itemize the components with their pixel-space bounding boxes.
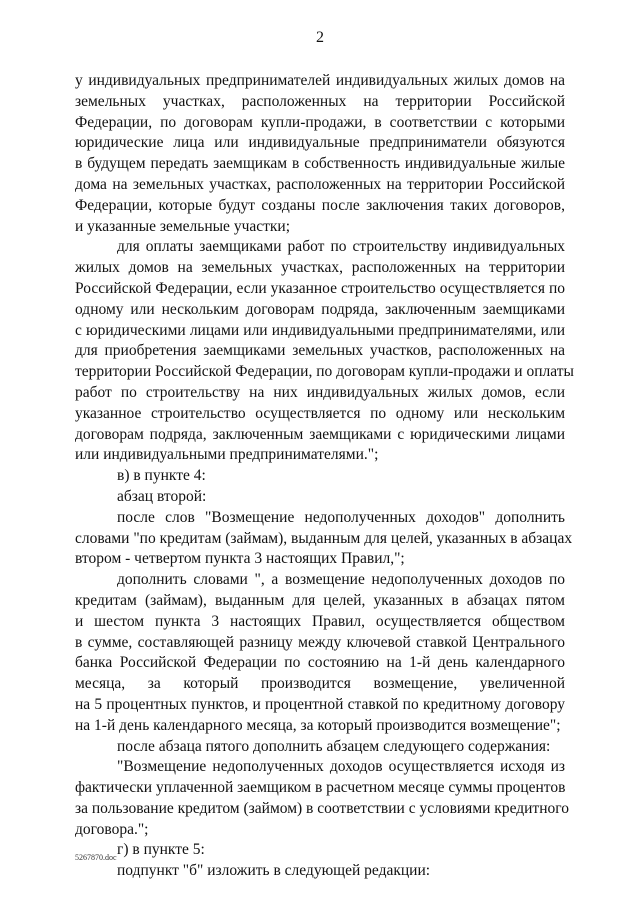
text-line: Федерации, по договорам купли-продажи, в соответствии с которыми xyxy=(75,113,565,131)
text-line: Федерации, которые будут созданы после заключения таких договоров, xyxy=(75,196,565,214)
text-line: для приобретения заемщиками земельных участков, расположенных на xyxy=(75,342,565,360)
text-line: юридические лица или индивидуальные предприниматели обязуются xyxy=(75,134,565,152)
text-line: в сумме, составляющей разницу между ключевой ставкой Центрального xyxy=(75,633,565,651)
text-line: в будущем передать заемщикам в собственность индивидуальные жилые xyxy=(75,155,565,173)
text-line: работ по строительству на них индивидуальных жилых домов, если xyxy=(75,383,565,401)
text-line: на 5 процентных пунктов, и процентной ставкой по кредитному договору xyxy=(75,695,565,713)
body-text xyxy=(75,71,574,882)
text-line: "Возмещение недополученных доходов осуществляется исходя из xyxy=(117,758,565,776)
text-line: или индивидуальными предпринимателями."; xyxy=(75,446,379,464)
text-line: договорам подряда, заключенным заемщиками с юридическими лицами xyxy=(75,425,565,443)
text-line: за пользование кредитом (займом) в соответствии с условиями кредитного xyxy=(75,799,569,817)
text-line: указанное строительство осуществляется по одному или нескольким xyxy=(75,404,565,422)
page-number: 2 xyxy=(316,29,324,46)
text-line: подпункт "б" изложить в следующей редакции: xyxy=(117,862,431,880)
text-line: в) в пункте 4: xyxy=(117,467,206,485)
text-line: для оплаты заемщиками работ по строительству индивидуальных xyxy=(117,238,565,256)
text-line: кредитам (займам), выданным для целей, указанных в абзацах пятом xyxy=(75,591,565,609)
text-line: дома на земельных участках, расположенных на территории Российской xyxy=(75,175,565,193)
text-line: и указанные земельные участки; xyxy=(75,217,291,235)
text-line: втором - четвертом пункта 3 настоящих Правил,"; xyxy=(75,550,405,568)
text-line: земельных участках, расположенных на территории Российской xyxy=(75,92,565,110)
text-line: после слов "Возмещение недополученных доходов" дополнить xyxy=(117,508,565,526)
document-file-code: 5267870.doc xyxy=(75,853,117,862)
text-line: банка Российской Федерации по состоянию на 1-й день календарного xyxy=(75,654,565,672)
text-line: г) в пункте 5: xyxy=(117,841,205,859)
text-line: жилых домов на земельных участках, расположенных на территории xyxy=(75,259,565,277)
text-line: с юридическими лицами или индивидуальными предпринимателями, или xyxy=(75,321,565,339)
text-line: абзац второй: xyxy=(117,487,207,505)
text-line: и шестом пункта 3 настоящих Правил, осуществляется обществом xyxy=(75,612,565,630)
text-line: дополнить словами ", а возмещение недополученных доходов по xyxy=(117,571,565,589)
text-line: фактически уплаченной заемщиком в расчетном месяце суммы процентов xyxy=(75,779,566,797)
text-line: месяца, за который производится возмещение, увеличенной xyxy=(75,675,565,693)
text-line: у индивидуальных предпринимателей индивидуальных жилых домов на xyxy=(75,72,565,89)
text-line: территории Российской Федерации, по договорам купли-продажи и оплаты xyxy=(75,363,574,381)
text-line: словами "по кредитам (займам), выданным для целей, указанных в абзацах xyxy=(75,529,573,547)
text-line: после абзаца пятого дополнить абзацем следующего содержания: xyxy=(117,737,551,755)
text-line: одному или нескольким договорам подряда, заключенным заемщиками xyxy=(75,300,565,318)
text-line: договора."; xyxy=(75,820,149,838)
text-line: на 1-й день календарного месяца, за который производится возмещение"; xyxy=(75,716,561,734)
text-line: Российской Федерации, если указанное строительство осуществляется по xyxy=(75,279,565,297)
